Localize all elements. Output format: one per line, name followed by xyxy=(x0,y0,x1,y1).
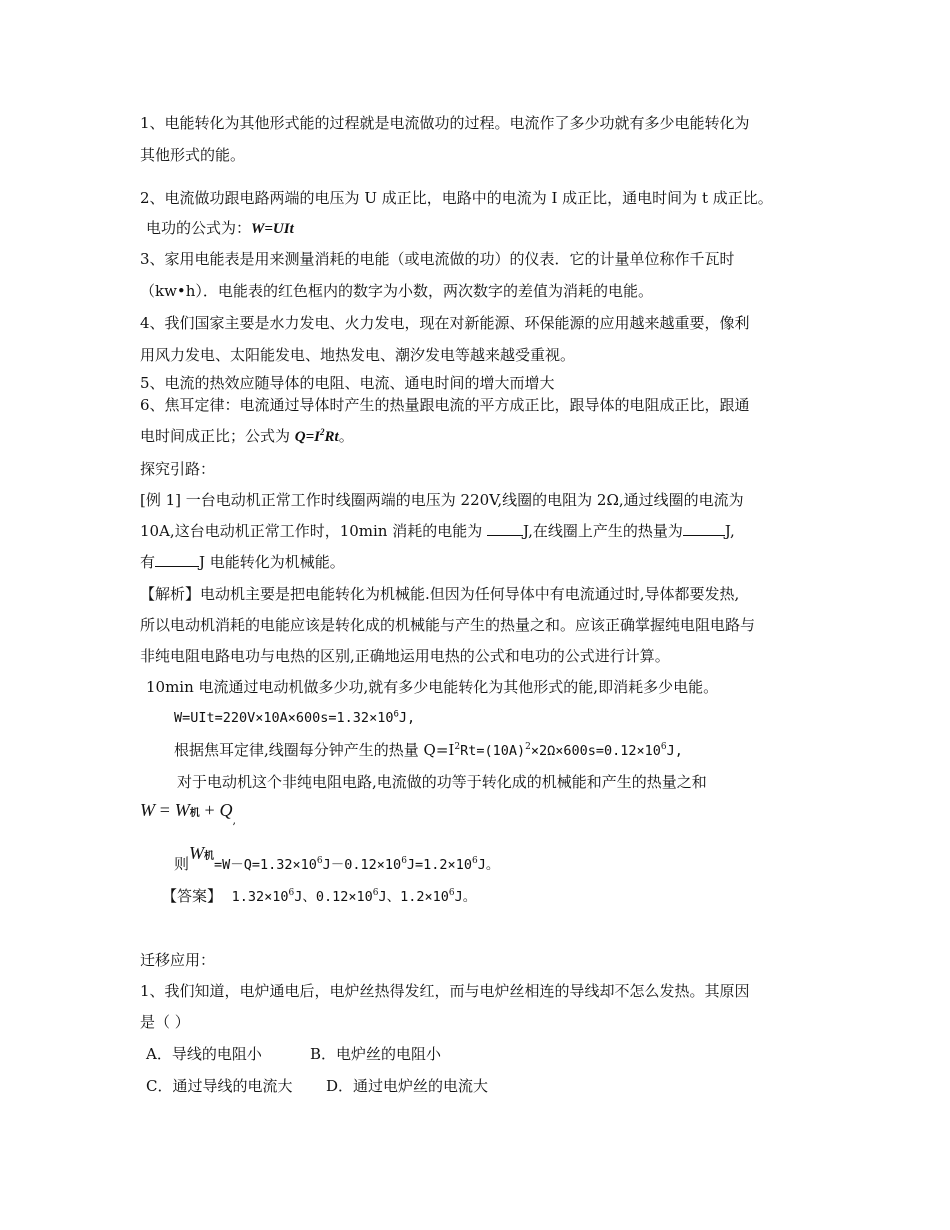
question-1-line-2: 是（ ） xyxy=(140,1013,190,1031)
answer-blank-3 xyxy=(155,552,199,567)
item-1-line-2: 其他形式的能。 xyxy=(140,146,246,164)
energy-equation: W = W机 + $Q_,$ xyxy=(140,800,236,827)
analysis-line-1: 【解析】电动机主要是把电能转化为机械能.但因为任何导体中有电流通过时,导体都要发热, xyxy=(140,585,740,603)
analysis-line-2: 所以电动机消耗的电能应该是转化成的机械能与产生的热量之和。应该正确掌握纯电阻电路与 xyxy=(140,616,756,634)
item-4-line-1: 4、我们国家主要是水力发电、火力发电，现在对新能源、环保能源的应用越来越重要，像利 xyxy=(140,314,750,332)
calc-line-1: $W=UIt=220V\times 10A\times 600s=1.32\times 10^6J$, xyxy=(174,709,416,726)
joule-formula: $Q=I^2Rt$ xyxy=(294,427,339,445)
answer-blank-1 xyxy=(487,521,523,536)
answer-label: 【答案】 xyxy=(162,887,223,905)
item-1-line-1: 1、电能转化为其他形式能的过程就是电流做功的过程。电流作了多少功就有多少电能转化为 xyxy=(140,114,750,132)
explore-heading: 探究引路： xyxy=(140,460,216,478)
item-6-line-1: 6、焦耳定律：电流通过导体时产生的热量跟电流的平方成正比，跟导体的电阻成正比，跟通 xyxy=(140,396,750,414)
example-line-3: 有 J 电能转化为机械能。 xyxy=(140,553,345,571)
question-1-line-1: 1、我们知道，电炉通电后，电炉丝热得发红，而与电炉丝相连的导线却不怎么发热。其原因 xyxy=(140,982,750,1000)
formula-label: 电功的公式为： xyxy=(146,219,252,237)
answer-line: 【答案】 $1.32\times 10^6J$、$0.12\times 10^6J$、$1.2\times 10^6J$。 xyxy=(162,887,477,905)
answer-blank-2 xyxy=(683,521,725,536)
example-line-2: 10A,这台电动机正常工作时，10min 消耗的电能为 J,在线圈上产生的热量为 J, xyxy=(140,522,735,540)
analysis-line-3: 非纯电阻电路电功与电热的区别,正确地运用电热的公式和电功的公式进行计算。 xyxy=(140,647,670,665)
option-d: D．通过电炉丝的电流大 xyxy=(326,1077,489,1095)
item-2-line-1: 2、电流做功跟电路两端的电压为 U 成正比，电路中的电流为 I 成正比，通电时间为 t 成正比。 xyxy=(140,189,773,207)
mechanical-energy-line: 则W机$=W-Q=1.32\times 10^6J-0.12\times 10^6J=1.2\times 10^6J$。 xyxy=(174,843,500,873)
item-3-line-1: 3、家用电能表是用来测量消耗的电能（或电流做的功）的仪表．它的计量单位称作千瓦时 xyxy=(140,250,735,268)
analysis-line-4: 10min 电流通过电动机做多少功,就有多少电能转化为其他形式的能,即消耗多少电能。 xyxy=(146,678,719,696)
item-5: 5、电流的热效应随导体的电阻、电流、通电时间的增大而增大 xyxy=(140,374,555,392)
work-formula: W=UIt xyxy=(251,221,294,237)
example-line-1: [例 1] 一台电动机正常工作时线圈两端的电压为 220V,线圈的电阻为 2Ω,通过线圈的电流为 xyxy=(140,491,744,509)
calc-line-2: 根据焦耳定律,线圈每分钟产生的热量 $Q=I^2Rt=(10A)^2\times 2\Omega\times 600s=0.12\times 10^6J$, xyxy=(174,741,683,759)
item-3-line-2: （kw•h）．电能表的红色框内的数字为小数，两次数字的差值为消耗的电能。 xyxy=(140,282,653,300)
option-b: B．电炉丝的电阻小 xyxy=(310,1045,442,1063)
item-6-line-2: 电时间成正比；公式为 $Q=I^2Rt$。 xyxy=(140,427,354,445)
apply-heading: 迁移应用： xyxy=(140,951,216,969)
formula-label: 电时间成正比；公式为 xyxy=(140,427,291,445)
option-c: C．通过导线的电流大 xyxy=(146,1077,293,1095)
calc-line-3: 对于电动机这个非纯电阻电路,电流做的功等于转化成的机械能和产生的热量之和 xyxy=(177,773,707,791)
item-4-line-2: 用风力发电、太阳能发电、地热发电、潮汐发电等越来越受重视。 xyxy=(140,346,576,364)
item-2-line-2 xyxy=(146,218,294,239)
option-a: A．导线的电阻小 xyxy=(146,1045,262,1063)
